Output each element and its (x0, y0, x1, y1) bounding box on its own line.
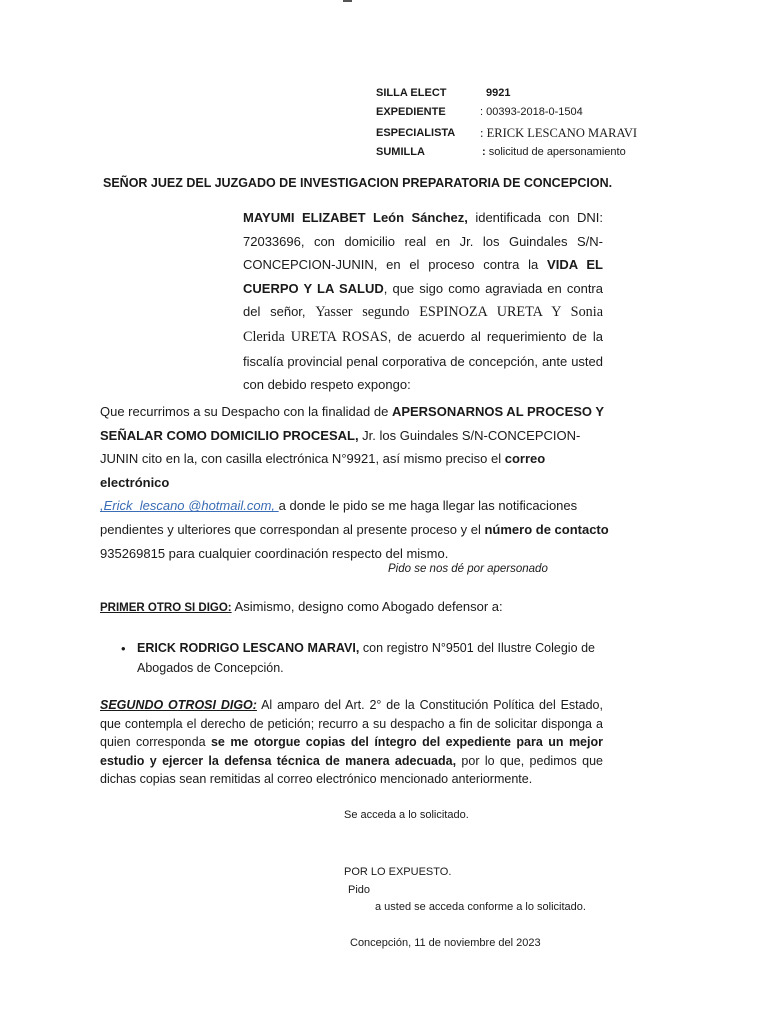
primer-otrosi (100, 599, 503, 614)
segundo-otrosi-label: SEGUNDO OTROSI DIGO: (100, 698, 257, 712)
petitioner-name: MAYUMI ELIZABET León Sánchez, (243, 210, 468, 225)
page-top-mark (343, 0, 352, 2)
header-label: SUMILLA (376, 146, 425, 158)
header-label: SILLA ELECT (376, 87, 447, 99)
seg-text: Al amparo del Art. 2° de la Constitución Política del Estado, que contempla el derecho de petición; recurro a su despacho a fin de solicitar disponga a quien corresponda (100, 698, 603, 750)
main-paragraph (100, 400, 610, 565)
document-date: Concepción, 11 de noviembre del 2023 (350, 937, 541, 949)
petition-line: Pido se nos dé por apersonado (388, 563, 548, 575)
primer-otrosi-text: Asimismo, designo como Abogado defensor a: (231, 599, 503, 614)
para-text: Que recurrimos a su Despacho con la finalidad de (100, 404, 392, 419)
header-value: : 00393-2018-0-1504 (480, 106, 583, 118)
primer-otrosi-label: PRIMER OTRO SI DIGO: (100, 602, 232, 614)
para-text: a donde le pido se me haga llegar las notificaciones pendientes y ulteriores que correspondan al presente proceso y el (100, 498, 578, 537)
header-label: EXPEDIENTE (376, 106, 446, 118)
intro-text: , que sigo como agraviada en contra del señor, (243, 280, 603, 320)
header-value: solicitud de apersonamiento (485, 146, 626, 158)
header-row-sumilla (376, 143, 676, 162)
para-bold: correo electrónico (100, 451, 546, 490)
header-row-especialista (376, 124, 676, 143)
lawyer-name: ERICK RODRIGO LESCANO MARAVI, (137, 641, 360, 655)
para-text: Jr. los Guindales S/N-CONCEPCION-JUNIN cito en la, con casilla electrónica N°9921, así mismo preciso el (100, 427, 581, 467)
lawyer-text: con registro N°9501 del Ilustre Colegio de Abogados de Concepción. (137, 641, 596, 675)
para-bold: APERSONARNOS AL PROCESO Y SEÑALAR COMO DOMICILIO PROCESAL, (100, 404, 604, 443)
header-value: 9921 (486, 87, 511, 99)
lawyer-bullet (137, 638, 595, 678)
crime-name: VIDA EL CUERPO Y LA SALUD (243, 257, 603, 296)
header-row-expediente (376, 103, 676, 122)
segundo-otrosi (100, 696, 603, 789)
header-row-silla (376, 84, 676, 103)
bullet-icon: • (121, 641, 126, 656)
document-title: SEÑOR JUEZ DEL JUZGADO DE INVESTIGACION PREPARATORIA DE CONCEPCION. (103, 176, 613, 190)
para-bold: número de contacto (484, 521, 609, 537)
seg-bold: se me otorgue copias del íntegro del expediente para un mejor estudio y ejercer la defensa técnica de manera adecuada, (100, 735, 603, 768)
accused-names: Yasser segundo ESPINOZA URETA Y Sonia Clerida URETA ROSAS (243, 304, 603, 345)
header-value: : ERICK LESCANO MARAVI (480, 126, 638, 140)
email-link[interactable]: ,Erick_lescano @hotmail.com, (100, 498, 279, 514)
closing-line-2: Pido (348, 884, 371, 896)
intro-paragraph (243, 206, 603, 397)
header-colon: : (482, 146, 486, 158)
intro-text: , de acuerdo al requerimiento de la fiscalía provincial penal corporativa de concepción, ante usted con debido respeto expongo: (243, 328, 603, 393)
closing-line-1: POR LO EXPUESTO. (344, 866, 452, 878)
para-text: 935269815 para cualquier coordinación respecto del mismo. (100, 545, 449, 561)
header-label: ESPECIALISTA (376, 127, 456, 139)
closing-line-3: a usted se acceda conforme a lo solicitado. (375, 901, 586, 913)
intro-text: identificada con DNI: 72033696, con domicilio real en Jr. los Guindales S/N-CONCEPCION-JUNIN, en el proceso contra la (243, 210, 603, 273)
se-acceda-line: Se acceda a lo solicitado. (344, 809, 469, 821)
case-header (376, 84, 676, 164)
seg-text: por lo que, pedimos que dichas copias sean remitidas al correo electrónico mencionado anteriormente. (100, 753, 604, 787)
